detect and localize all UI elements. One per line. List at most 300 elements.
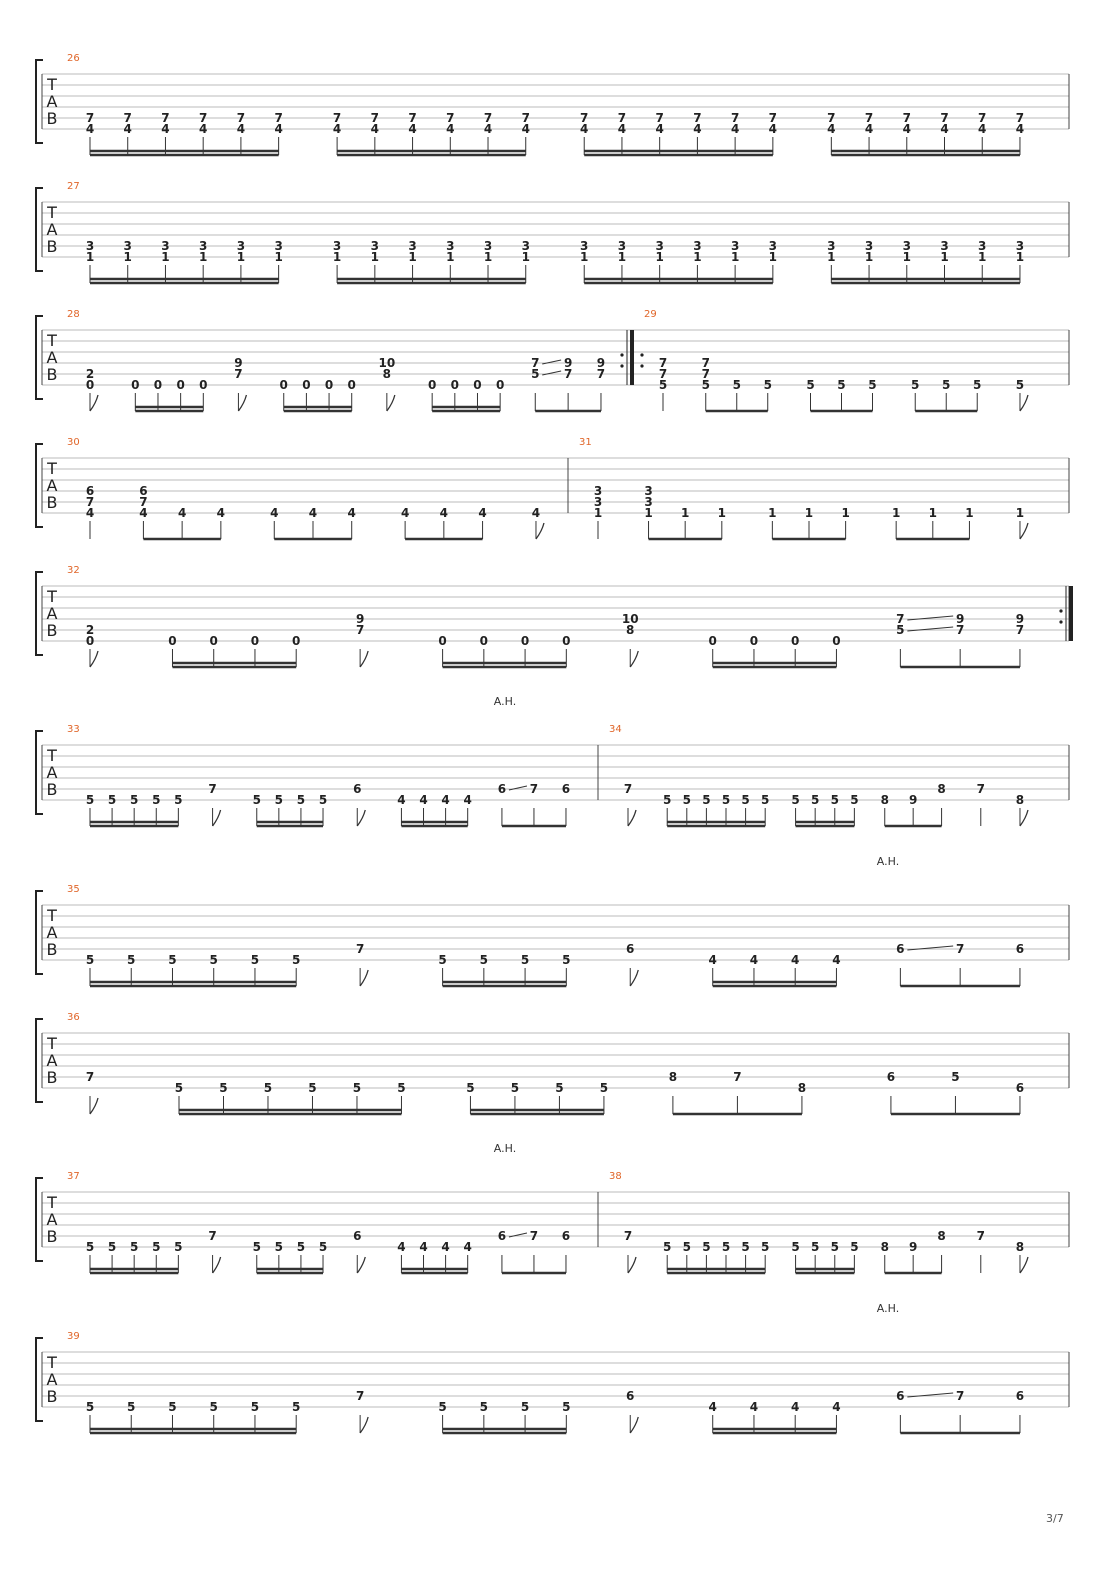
fret-number: 4 [531,506,541,520]
fret-number: 2 [85,367,95,381]
fret-number: 5 [352,1081,362,1095]
repeat-dot [640,353,643,356]
fret-number: 8 [1015,793,1025,807]
fret-number: 7 [85,495,95,509]
fret-number: 1 [864,250,874,264]
repeat-dot [640,364,643,367]
measure-number: 28 [67,309,80,320]
measure-number: 37 [67,1171,80,1182]
fret-number: 5 [85,1240,95,1254]
fret-number: 1 [928,506,937,520]
artificial-harmonic-label: A.H. [876,1302,900,1315]
fret-number: 1 [1015,250,1025,264]
note-flag [1020,810,1028,826]
fret-number: 3 [199,239,208,253]
fret-number: 0 [495,378,505,392]
tab-clef-letter: A [46,763,58,782]
fret-number: 7 [827,111,836,125]
fret-number: 1 [370,250,380,264]
tab-clef-letter: A [46,476,58,495]
tab-clef-letter: B [46,780,58,799]
fret-number: 3 [274,239,283,253]
fret-number: 4 [693,122,702,136]
fret-number: 7 [355,623,365,637]
note-flag [90,395,98,411]
fret-number: 5 [562,1400,571,1414]
note-flag [628,1257,636,1273]
fret-number: 4 [85,506,95,520]
tab-system [36,1142,1069,1273]
fret-number: 0 [302,378,311,392]
fret-number: 5 [732,378,741,392]
fret-number: 5 [810,793,820,807]
fret-number: 7 [955,1389,965,1403]
tab-system [36,1302,1069,1433]
fret-number: 7 [976,1229,985,1243]
fret-number: 3 [730,239,740,253]
fret-number: 4 [419,1240,428,1254]
tab-clef-letter: T [47,331,57,350]
fret-number: 1 [274,250,283,264]
fret-number: 5 [152,1240,161,1254]
measure-number: 33 [67,724,80,735]
fret-number: 9 [1015,612,1025,626]
fret-number: 5 [466,1081,475,1095]
note-flag [357,810,365,826]
fret-number: 3 [446,239,455,253]
fret-number: 5 [510,1081,520,1095]
fret-number: 0 [749,634,759,648]
fret-number: 7 [955,623,965,637]
fret-number: 4 [441,1240,450,1254]
fret-number: 3 [332,239,342,253]
fret-number: 0 [199,378,208,392]
fret-number: 0 [153,378,163,392]
fret-number: 4 [270,506,279,520]
fret-number: 9 [563,356,573,370]
tab-system [36,695,1069,826]
fret-number: 1 [655,250,664,264]
fret-number: 4 [236,122,246,136]
fret-number: 0 [708,634,717,648]
fret-number: 5 [520,1400,530,1414]
measure [640,309,1028,411]
tab-clef-letter: T [47,1353,57,1372]
fret-number: 5 [274,1240,284,1254]
fret-number: 1 [332,250,342,264]
tab-system [36,1012,1069,1114]
fret-number: 5 [721,793,731,807]
fret-number: 1 [965,506,974,520]
measure [67,724,570,826]
fret-number: 7 [85,1070,95,1084]
measure [67,1331,1024,1433]
tab-clef-letter: B [46,109,58,128]
fret-number: 4 [85,122,95,136]
fret-number: 3 [593,484,603,498]
fret-number: 3 [617,239,627,253]
tab-clef-letter: A [46,604,58,623]
fret-number: 3 [940,239,949,253]
note-flag [387,395,395,411]
fret-number: 7 [274,111,283,125]
fret-number: 0 [85,634,95,648]
note-flag [90,651,98,667]
fret-number: 5 [209,953,218,967]
fret-number: 7 [580,111,589,125]
fret-number: 3 [693,239,702,253]
fret-number: 4 [708,953,717,967]
fret-number: 3 [580,239,589,253]
measure [67,1171,570,1273]
fret-number: 4 [1015,122,1025,136]
fret-number: 4 [655,122,664,136]
fret-number: 5 [296,1240,306,1254]
measure [67,181,1024,283]
fret-number: 9 [908,1240,918,1254]
fret-number: 7 [408,111,417,125]
fret-number: 7 [139,495,148,509]
fret-number: 7 [370,111,380,125]
measure [609,724,1028,826]
fret-number: 4 [791,953,800,967]
fret-number: 5 [479,953,489,967]
fret-number: 1 [446,250,455,264]
note-flag [630,970,638,986]
fret-number: 5 [761,1240,770,1254]
fret-number: 7 [85,111,95,125]
fret-number: 3 [370,239,380,253]
fret-number: 8 [626,623,635,637]
tab-clef-letter: T [47,459,57,478]
fret-number: 4 [123,122,132,136]
fret-number: 4 [768,122,778,136]
fret-number: 0 [250,634,260,648]
note-flag [1020,1257,1028,1273]
fret-number: 1 [730,250,740,264]
fret-number: 5 [850,1240,859,1254]
fret-number: 5 [721,1240,731,1254]
fret-number: 5 [951,1070,960,1084]
fret-number: 5 [250,1400,260,1414]
fret-number: 7 [623,782,633,796]
fret-number: 5 [107,1240,117,1254]
fret-number: 5 [292,953,301,967]
tab-system [36,309,1069,411]
fret-number: 7 [658,367,668,381]
fret-number: 5 [868,378,877,392]
fret-number: 0 [520,634,530,648]
tab-clef-letter: T [47,746,57,765]
tab-clef-letter: B [46,1227,58,1246]
fret-number: 1 [199,250,208,264]
fret-number: 1 [408,250,417,264]
fret-number: 5 [741,793,750,807]
fret-number: 7 [483,111,493,125]
fret-number: 3 [593,495,603,509]
tab-clef-letter: T [47,1193,57,1212]
page-number: 3/7 [1046,1512,1064,1525]
fret-number: 7 [199,111,208,125]
fret-number: 1 [161,250,170,264]
note-flag [628,810,636,826]
fret-number: 4 [827,122,836,136]
tab-system [36,855,1069,986]
fret-number: 1 [236,250,246,264]
fret-number: 10 [378,356,396,370]
tab-clef-letter: B [46,940,58,959]
fret-number: 0 [176,378,185,392]
fret-number: 3 [1015,239,1025,253]
fret-number: 5 [896,623,905,637]
fret-number: 6 [561,1229,571,1243]
tab-clef-letter: B [46,1387,58,1406]
measure-number: 34 [609,724,622,735]
note-flag [357,1257,365,1273]
fret-number: 0 [347,378,356,392]
fret-number: 4 [332,122,342,136]
fret-number: 5 [663,793,672,807]
fret-number: 4 [483,122,493,136]
fret-number: 5 [318,1240,328,1254]
fret-number: 4 [347,506,356,520]
repeat-thick-bar [630,330,634,385]
tab-clef-letter: A [46,1210,58,1229]
fret-number: 5 [168,1400,177,1414]
fret-number: 7 [123,111,132,125]
fret-number: 5 [438,1400,447,1414]
fret-number: 6 [626,942,635,956]
fret-number: 5 [555,1081,564,1095]
fret-number: 7 [529,1229,539,1243]
fret-number: 6 [497,1229,507,1243]
measure-number: 26 [67,53,80,64]
fret-number: 1 [680,506,690,520]
fret-number: 1 [521,250,530,264]
fret-number: 6 [896,942,905,956]
tab-clef-letter: A [46,92,58,111]
fret-number: 8 [937,1229,946,1243]
fret-number: 6 [626,1389,635,1403]
fret-number: 5 [107,793,117,807]
fret-number: 5 [168,953,177,967]
fret-number: 10 [621,612,639,626]
fret-number: 3 [864,239,874,253]
fret-number: 7 [236,111,246,125]
fret-number: 4 [397,1240,406,1254]
measure [609,1171,1028,1273]
fret-number: 0 [168,634,177,648]
fret-number: 1 [902,250,911,264]
fret-number: 0 [279,378,288,392]
measure [579,437,1028,539]
fret-number: 5 [837,378,846,392]
fret-number: 4 [439,506,449,520]
fret-number: 8 [382,367,392,381]
note-flag [630,1417,638,1433]
fret-number: 5 [127,953,136,967]
fret-number: 5 [85,1400,95,1414]
fret-number: 7 [234,367,243,381]
fret-number: 3 [161,239,170,253]
fret-number: 6 [85,484,95,498]
fret-number: 4 [397,793,406,807]
fret-number: 4 [521,122,530,136]
fret-number: 7 [563,367,573,381]
tab-clef-letter: B [46,237,58,256]
fret-number: 0 [479,634,489,648]
fret-number: 7 [976,782,985,796]
fret-number: 7 [1015,111,1025,125]
fret-number: 4 [463,793,472,807]
tab-clef-letter: A [46,220,58,239]
fret-number: 2 [85,623,95,637]
fret-number: 5 [129,1240,139,1254]
fret-number: 5 [308,1081,317,1095]
fret-number: 4 [408,122,417,136]
fret-number: 6 [896,1389,905,1403]
fret-number: 5 [85,953,95,967]
fret-number: 7 [701,367,710,381]
fret-number: 7 [623,1229,633,1243]
fret-number: 4 [177,506,187,520]
fret-number: 7 [955,942,965,956]
fret-number: 1 [1015,506,1025,520]
measure-number: 27 [67,181,80,192]
fret-number: 0 [473,378,482,392]
fret-number: 6 [353,782,362,796]
fret-number: 5 [209,1400,218,1414]
fret-number: 5 [791,793,800,807]
fret-number: 5 [702,793,711,807]
fret-number: 7 [355,1389,365,1403]
fret-number: 0 [324,378,334,392]
fret-number: 7 [733,1070,742,1084]
fret-number: 5 [292,1400,301,1414]
fret-number: 4 [580,122,589,136]
fret-number: 9 [596,356,606,370]
fret-number: 5 [702,1240,711,1254]
fret-number: 1 [123,250,132,264]
fret-number: 6 [886,1070,896,1084]
fret-number: 6 [497,782,507,796]
fret-number: 1 [940,250,949,264]
fret-number: 5 [174,1240,183,1254]
fret-number: 7 [902,111,911,125]
fret-number: 1 [580,250,589,264]
fret-number: 0 [791,634,800,648]
fret-number: 7 [940,111,949,125]
fret-number: 5 [397,1081,406,1095]
fret-number: 1 [804,506,814,520]
fret-number: 0 [85,378,95,392]
fret-number: 5 [438,953,447,967]
fret-number: 3 [902,239,911,253]
fret-number: 7 [531,356,540,370]
fret-number: 7 [521,111,530,125]
fret-number: 5 [830,1240,839,1254]
artificial-harmonic-label: A.H. [876,855,900,868]
fret-number: 3 [123,239,132,253]
tab-clef-letter: A [46,1370,58,1389]
fret-number: 1 [483,250,493,264]
fret-number: 5 [531,367,540,381]
fret-number: 4 [400,506,410,520]
fret-number: 4 [749,1400,759,1414]
tab-system [36,53,1069,155]
note-flag [360,970,368,986]
fret-number: 7 [864,111,874,125]
fret-number: 4 [730,122,740,136]
measure-number: 35 [67,884,80,895]
fret-number: 1 [841,506,850,520]
measure [67,309,634,411]
tab-clef-letter: B [46,365,58,384]
fret-number: 4 [902,122,911,136]
fret-number: 6 [1015,1389,1025,1403]
tab-clef-letter: T [47,1034,57,1053]
fret-number: 4 [617,122,627,136]
fret-number: 5 [911,378,920,392]
fret-number: 4 [832,1400,841,1414]
fret-number: 7 [446,111,455,125]
fret-number: 7 [655,111,664,125]
fret-number: 7 [529,782,539,796]
fret-number: 7 [1015,623,1025,637]
fret-number: 0 [131,378,140,392]
fret-number: 8 [880,1240,889,1254]
fret-number: 8 [1015,1240,1025,1254]
fret-number: 1 [593,506,603,520]
fret-number: 3 [408,239,417,253]
tab-system [36,181,1069,283]
tab-clef-letter: A [46,348,58,367]
fret-number: 7 [768,111,778,125]
fret-number: 5 [252,1240,261,1254]
note-flag [536,523,544,539]
fret-number: 8 [797,1081,807,1095]
fret-number: 1 [827,250,836,264]
fret-number: 1 [693,250,702,264]
repeat-dot [620,364,623,367]
measure-number: 38 [609,1171,622,1182]
fret-number: 4 [463,1240,472,1254]
fret-number: 3 [768,239,778,253]
tab-clef-letter: T [47,587,57,606]
fret-number: 9 [908,793,918,807]
fret-number: 4 [161,122,170,136]
fret-number: 5 [682,1240,691,1254]
fret-number: 5 [658,378,668,392]
fret-number: 3 [483,239,493,253]
fret-number: 4 [139,506,148,520]
fret-number: 5 [791,1240,800,1254]
fret-number: 7 [701,356,710,370]
fret-number: 0 [209,634,218,648]
measure-number: 36 [67,1012,80,1023]
note-flag [1020,523,1028,539]
fret-number: 7 [896,612,905,626]
measure [67,437,544,539]
fret-number: 5 [174,1081,184,1095]
fret-number: 4 [978,122,987,136]
measure-number: 31 [579,437,592,448]
fret-number: 5 [761,793,770,807]
note-flag [630,651,638,667]
fret-number: 5 [274,793,284,807]
note-flag [90,1098,98,1114]
artificial-harmonic-label: A.H. [493,695,517,708]
